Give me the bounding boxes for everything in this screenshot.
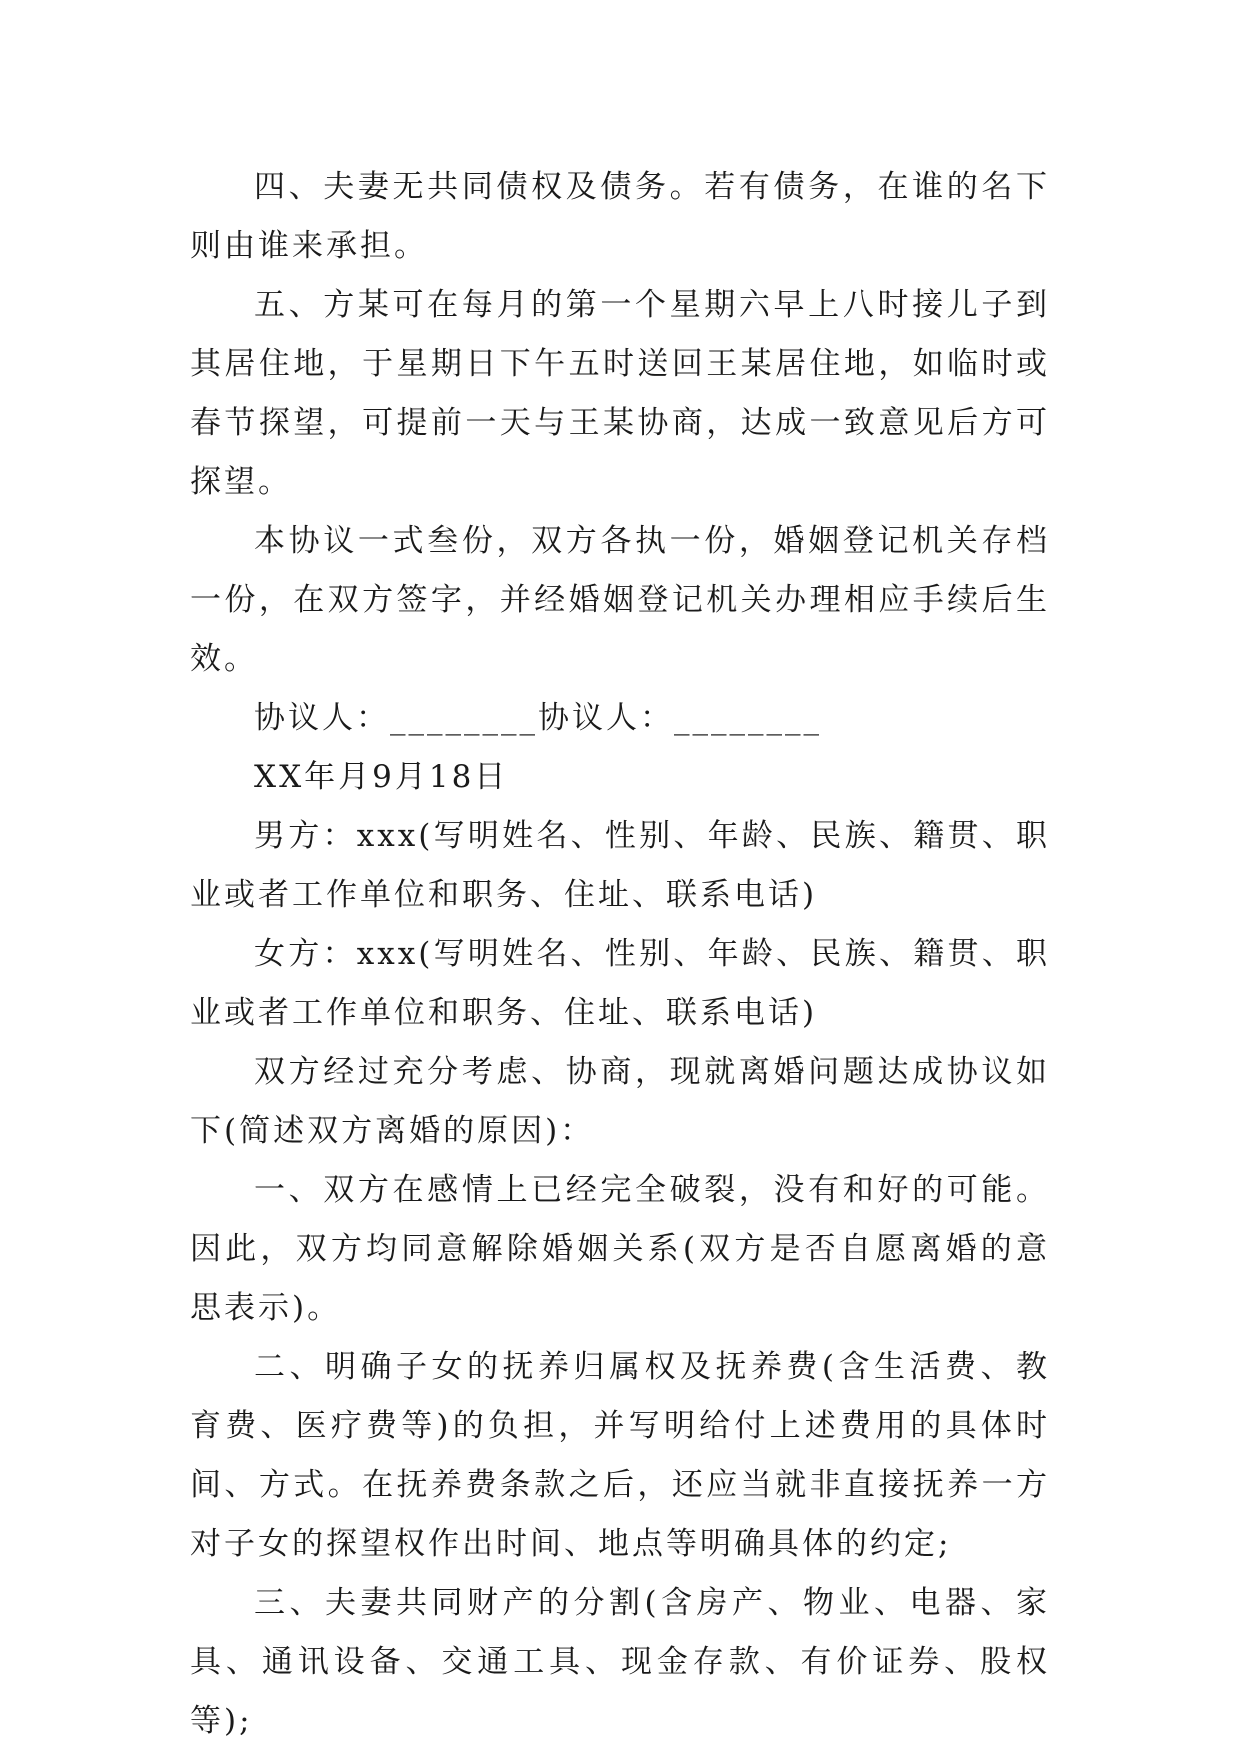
paragraph-clause-three: 三、夫妻共同财产的分割(含房产、物业、电器、家具、通讯设备、交通工具、现金存款、有价证券、股权等);: [190, 1585, 1050, 1739]
paragraph-clause-two: 二、明确子女的抚养归属权及抚养费(含生活费、教育费、医疗费等)的负担，并写明给付上述费用的具体时间、方式。在抚养费条款之后，还应当就非直接抚养一方对子女的探望权作出时间、地点等明确具体的约定;: [190, 1349, 1050, 1562]
paragraph-visitation: 五、方某可在每月的第一个星期六早上八时接儿子到其居住地，于星期日下午五时送回王某居住地，如临时或春节探望，可提前一天与王某协商，达成一致意见后方可探望。: [190, 287, 1050, 500]
paragraph-male-party: 男方：xxx(写明姓名、性别、年龄、民族、籍贯、职业或者工作单位和职务、住址、联系电话): [190, 818, 1050, 913]
paragraph-debts: 四、夫妻无共同债权及债务。若有债务，在谁的名下则由谁来承担。: [190, 169, 1050, 264]
date-line: XX年月9月18日: [254, 759, 509, 795]
document-body: [190, 158, 1050, 1751]
paragraph-female-party: 女方：xxx(写明姓名、性别、年龄、民族、籍贯、职业或者工作单位和职务、住址、联系电话): [190, 936, 1050, 1031]
paragraph-copies: 本协议一式叁份，双方各执一份，婚姻登记机关存档一份，在双方签字，并经婚姻登记机关办理相应手续后生效。: [190, 523, 1050, 677]
paragraph-preamble: 双方经过充分考虑、协商，现就离婚问题达成协议如下(简述双方离婚的原因)：: [190, 1054, 1050, 1149]
signature-line: 协议人：________协议人：________: [254, 700, 822, 736]
paragraph-clause-one: 一、双方在感情上已经完全破裂，没有和好的可能。因此，双方均同意解除婚姻关系(双方是否自愿离婚的意思表示)。: [190, 1172, 1050, 1326]
